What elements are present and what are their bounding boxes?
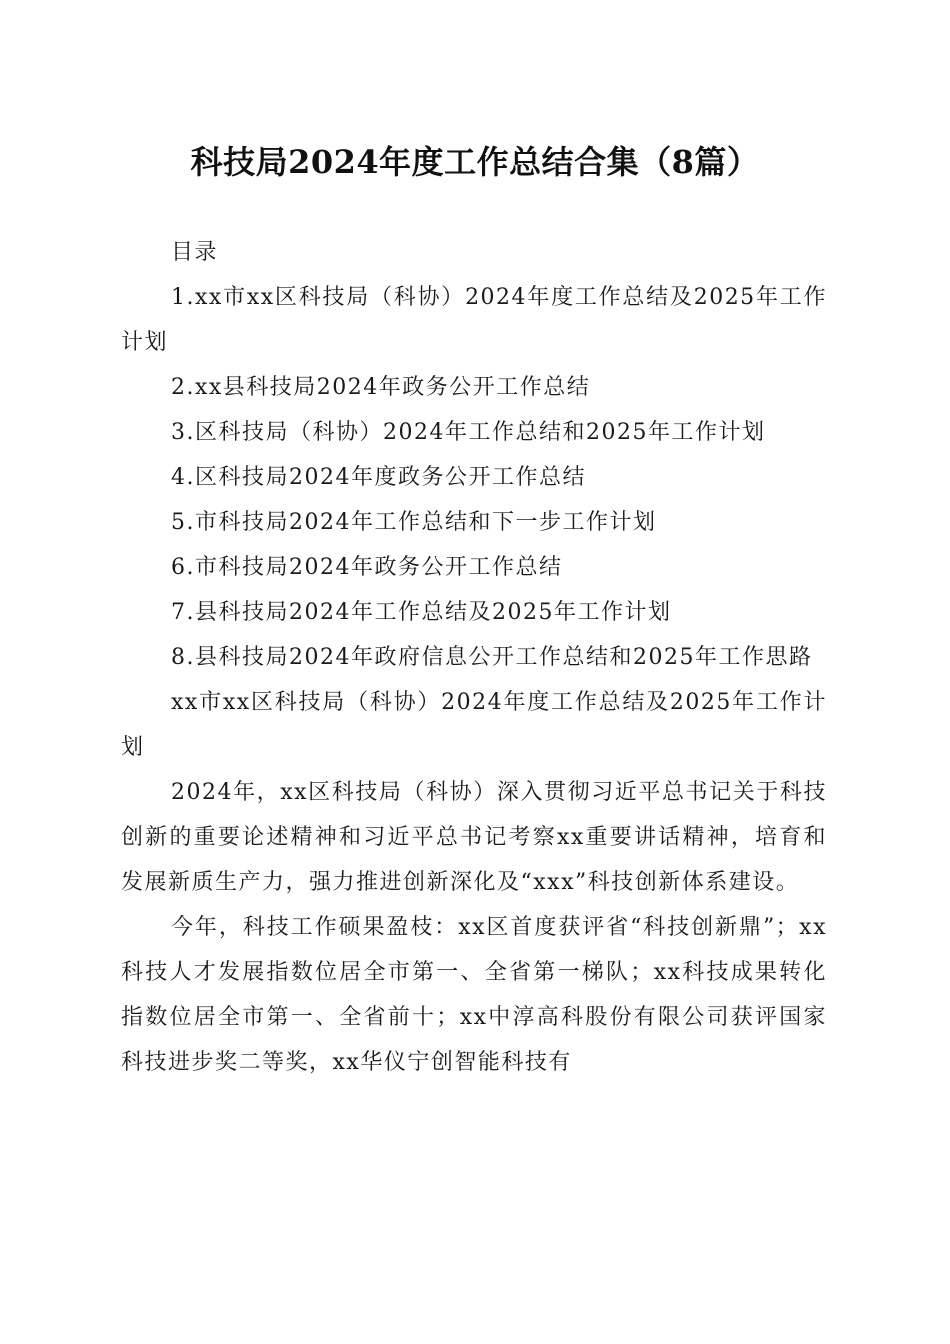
- toc-item-2: 2.xx县科技局2024年政务公开工作总结: [171, 375, 591, 400]
- toc-heading: 目录: [171, 240, 219, 265]
- body-paragraph-2: 今年，科技工作硕果盈枝：xx区首度获评省“科技创新鼎”；xx科技人才发展指数位居全市第一、全省第一梯队；xx科技成果转化指数位居全市第一、全省前十；xx中淳高科股份有限公司获评国家科技进步奖二等奖，xx华仪宁创智能科技有: [121, 915, 827, 1075]
- toc-item-4: 4.区科技局2024年度政务公开工作总结: [171, 465, 586, 490]
- body-paragraph-1: 2024年，xx区科技局（科协）深入贯彻习近平总书记关于科技创新的重要论述精神和习近平总书记考察xx重要讲话精神，培育和发展新质生产力，强力推进创新深化及“xxx”科技创新体系建设。: [121, 780, 827, 895]
- toc-item-8: 8.县科技局2024年政府信息公开工作总结和2025年工作思路: [171, 645, 813, 670]
- toc-item-1: 1.xx市xx区科技局（科协）2024年度工作总结及2025年工作计划: [121, 285, 827, 355]
- section-title: xx市xx区科技局（科协）2024年度工作总结及2025年工作计划: [121, 690, 827, 760]
- document-body: [121, 230, 827, 1085]
- toc-item-6: 6.市科技局2024年政务公开工作总结: [171, 555, 563, 580]
- toc-item-3: 3.区科技局（科协）2024年工作总结和2025年工作计划: [171, 420, 766, 445]
- toc-item-5: 5.市科技局2024年工作总结和下一步工作计划: [171, 510, 657, 535]
- document-title: 科技局2024年度工作总结合集（8篇）: [190, 143, 760, 181]
- toc-item-7: 7.县科技局2024年工作总结及2025年工作计划: [171, 600, 672, 625]
